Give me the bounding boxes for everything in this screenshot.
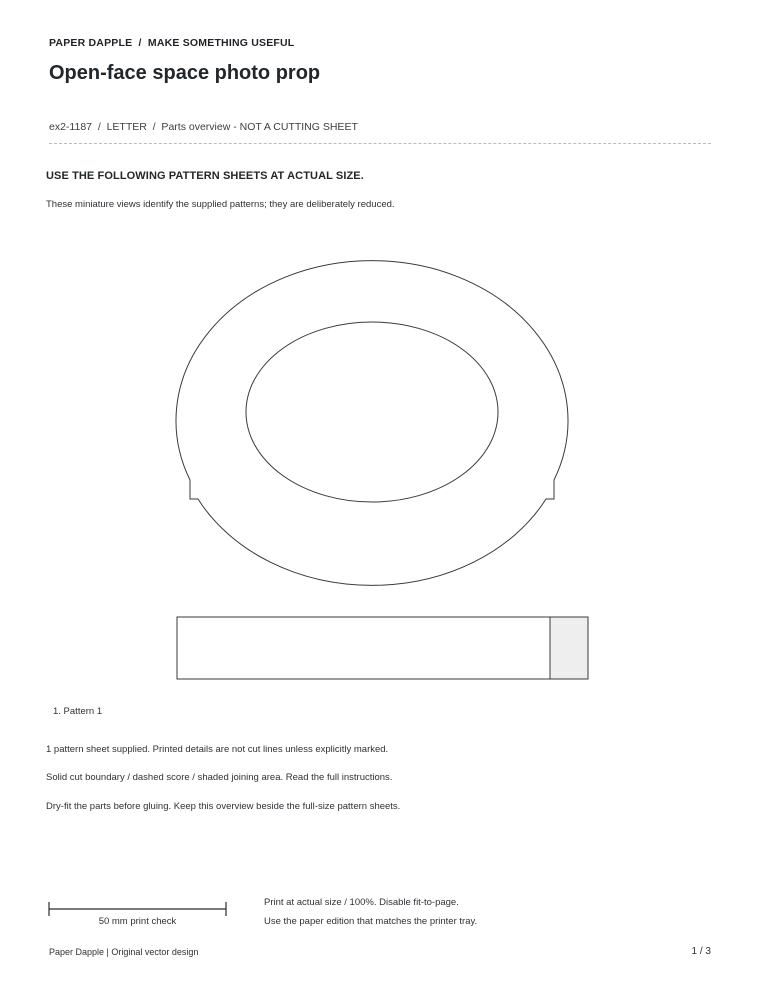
footer-credit: Paper Dapple | Original vector design bbox=[49, 947, 199, 957]
section-intro: These miniature views identify the supplied patterns; they are deliberately reduced. bbox=[46, 199, 395, 210]
page-title: Open-face space photo prop bbox=[49, 62, 321, 84]
glue-tab bbox=[550, 617, 588, 679]
section-heading: USE THE FOLLOWING PATTERN SHEETS AT ACTUAL SIZE. bbox=[46, 170, 364, 182]
document-meta: ex2-1187 / LETTER / Parts overview - NOT A CUTTING SHEET bbox=[49, 121, 358, 133]
page-number: 1 / 3 bbox=[691, 946, 711, 957]
note-legend: Solid cut boundary / dashed score / shaded joining area. Read the full instructions. bbox=[46, 772, 393, 783]
print-instruction: Print at actual size / 100%. Disable fit-to-page. bbox=[264, 897, 459, 908]
note-dry-fit: Dry-fit the parts before gluing. Keep this overview beside the full-size pattern sheets. bbox=[46, 801, 401, 812]
band-strip bbox=[177, 617, 550, 679]
ring-outer-outline bbox=[176, 261, 568, 586]
brand-line: PAPER DAPPLE / MAKE SOMETHING USEFUL bbox=[49, 37, 295, 49]
scale-check-label: 50 mm print check bbox=[98, 916, 177, 927]
pattern-caption: 1. Pattern 1 bbox=[53, 706, 103, 717]
note-sheets: 1 pattern sheet supplied. Printed details are not cut lines unless explicitly marked. bbox=[46, 744, 389, 755]
ring-inner-opening bbox=[246, 322, 498, 502]
paper-instruction: Use the paper edition that matches the printer tray. bbox=[264, 916, 478, 927]
